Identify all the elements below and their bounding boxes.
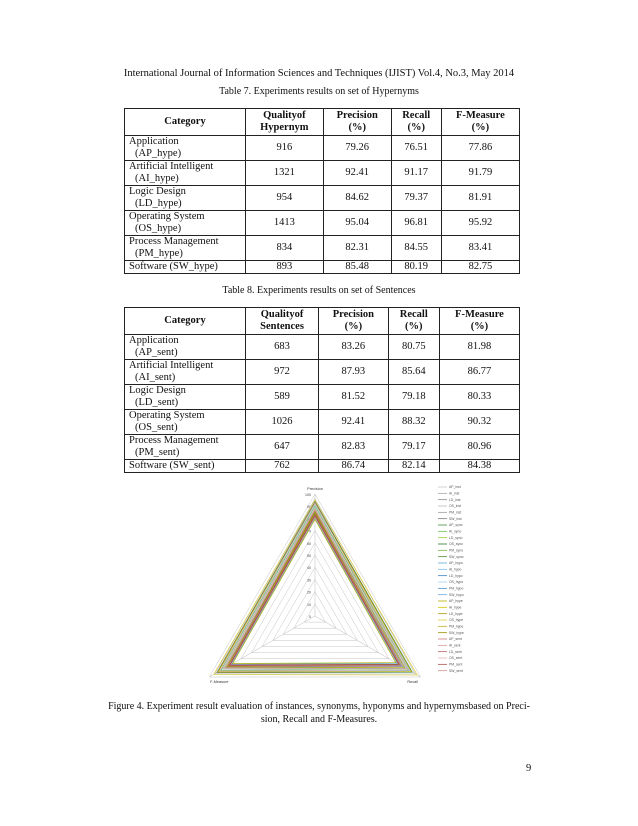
fmeasure-cell: 81.91 [441, 186, 519, 211]
radar-tick-label: 90 [307, 505, 311, 510]
category-name: Artificial Intelligent [129, 161, 214, 172]
table8-header-line2: (%) [344, 321, 363, 332]
category-cell [125, 335, 246, 360]
radar-series-SW_hype [228, 512, 400, 667]
table8-row [125, 360, 520, 385]
table7-header-line1: Category [164, 116, 206, 127]
table8-header [439, 308, 519, 335]
table7-header [125, 109, 246, 136]
legend-label: OS_sent [449, 656, 463, 661]
radar-series-LD_sent [230, 517, 399, 665]
radar-series-LD_hype [228, 513, 398, 666]
table7-row [125, 236, 520, 261]
legend-label: SW_syno [449, 554, 464, 559]
table7-header-line1: Precision [336, 110, 378, 121]
figure-caption-line2: sion, Recall and F-Measures. [260, 714, 378, 725]
legend-label: OS_inst [449, 504, 462, 509]
radar-tick-label: 30 [307, 578, 311, 583]
fmeasure-cell: 77.86 [441, 136, 519, 161]
precision-cell: 87.93 [319, 360, 389, 385]
fmeasure-cell: 91.79 [441, 161, 519, 186]
legend-label: PM_hype [449, 624, 464, 629]
recall-cell: 80.75 [388, 335, 439, 360]
category-code: (LD_sent) [135, 397, 179, 408]
legend-label: AP_hypo [449, 561, 463, 566]
fmeasure-cell: 84.38 [439, 460, 519, 473]
table7-row [125, 211, 520, 236]
legend-label: AP_syno [449, 523, 463, 528]
radar-series-PM_hype [227, 516, 404, 668]
table7-header-line1: Recall [402, 110, 431, 121]
quality-cell: 1321 [246, 161, 324, 186]
radar-series-SW_syno [223, 509, 406, 669]
recall-cell: 79.18 [388, 385, 439, 410]
category-cell [125, 385, 246, 410]
category-cell [125, 435, 246, 460]
radar-tick-label: 40 [307, 566, 311, 571]
table7-caption: Table 7. Experiments results on set of Hypernyms [219, 86, 419, 97]
legend-label: LD_hype [449, 611, 463, 616]
precision-cell: 83.26 [319, 335, 389, 360]
category-cell [125, 236, 246, 261]
quality-cell: 972 [246, 360, 319, 385]
table7-row [125, 136, 520, 161]
category-code: (AI_sent) [135, 372, 176, 383]
legend-label: AP_inst [449, 485, 461, 490]
table8-header-line2: (%) [470, 321, 489, 332]
table8-header-line1: Qualityof [260, 309, 304, 320]
category-name: Artificial Intelligent [129, 360, 214, 371]
category-name: Logic Design [129, 385, 186, 396]
radar-series-AP_sent [228, 514, 400, 666]
fmeasure-cell: 83.41 [441, 236, 519, 261]
table7-header-line2: Hypernym [260, 122, 309, 133]
recall-cell: 88.32 [388, 410, 439, 435]
fmeasure-cell: 80.96 [439, 435, 519, 460]
category-cell [125, 460, 246, 473]
precision-cell: 86.74 [319, 460, 389, 473]
category-code: (AP_sent) [135, 347, 178, 358]
legend-label: AP_sent [449, 637, 462, 642]
recall-cell: 82.14 [388, 460, 439, 473]
precision-cell: 82.83 [319, 435, 389, 460]
quality-cell: 954 [246, 186, 324, 211]
radar-series-AI_sent [223, 509, 405, 669]
table8-row [125, 335, 520, 360]
radar-tick-label: 10 [307, 602, 311, 607]
table8-caption: Table 8. Experiments results on set of Sentences [222, 285, 416, 296]
radar-series-AP_inst [221, 506, 408, 670]
legend-label: AP_hype [449, 599, 463, 604]
table7-header [246, 109, 324, 136]
radar-axis-label: Precision [307, 487, 323, 491]
legend-label: PM_syno [449, 548, 464, 553]
category-code: (PM_hype) [135, 248, 183, 259]
quality-cell: 893 [246, 261, 324, 274]
category-cell [125, 186, 246, 211]
category-code: (AP_hype) [135, 148, 182, 159]
precision-cell: 79.26 [323, 136, 391, 161]
legend-label: LD_inst [449, 497, 461, 502]
table8 [124, 307, 520, 473]
recall-cell: 76.51 [391, 136, 441, 161]
radar-tick-label: 80 [307, 517, 311, 522]
table7-header-line1: F-Measure [455, 110, 505, 121]
category-name: Operating System [129, 410, 205, 421]
table8-header [388, 308, 439, 335]
radar-chart [176, 481, 466, 691]
table8-header [319, 308, 389, 335]
recall-cell: 91.17 [391, 161, 441, 186]
quality-cell: 916 [246, 136, 324, 161]
recall-cell: 96.81 [391, 211, 441, 236]
precision-cell: 92.41 [319, 410, 389, 435]
legend-label: LD_syno [449, 535, 463, 540]
precision-cell: 81.52 [319, 385, 389, 410]
category-name: Operating System [129, 211, 205, 222]
radar-tick-label: 100 [305, 493, 311, 497]
table8-row [125, 435, 520, 460]
radar-tick-label: 0 [309, 615, 311, 619]
precision-cell: 84.62 [323, 186, 391, 211]
legend-label: AI_sent [449, 643, 461, 648]
legend-label: PM_sent [449, 662, 463, 667]
legend-label: SW_hypo [449, 592, 464, 597]
quality-cell: 589 [246, 385, 319, 410]
radar-tick-label: 20 [307, 590, 311, 595]
table7-row [125, 161, 520, 186]
category-name: Process Management [129, 236, 219, 247]
legend-label: SW_inst [449, 516, 462, 521]
table7-header [391, 109, 441, 136]
legend-label: AI_hype [449, 605, 462, 610]
table8-header [125, 308, 246, 335]
fmeasure-cell: 90.32 [439, 410, 519, 435]
legend-label: AI_hypo [449, 567, 462, 572]
category-name: Application [129, 136, 179, 147]
table8-row [125, 460, 520, 473]
legend-label: PM_inst [449, 510, 462, 515]
legend-label: AI_syno [449, 529, 462, 534]
category-code: (OS_hype) [135, 223, 182, 234]
category-code: (PM_sent) [135, 447, 180, 458]
category-name: Process Management [129, 435, 219, 446]
category-cell [125, 360, 246, 385]
figure-caption [104, 700, 534, 726]
precision-cell: 82.31 [323, 236, 391, 261]
radar-series-SW_sent [226, 510, 402, 667]
radar-tick-label: 70 [307, 529, 311, 534]
radar-series-LD_hypo [229, 516, 399, 665]
radar-axis-label: F-Measure [210, 680, 229, 684]
table7-row [125, 186, 520, 211]
table7-header [441, 109, 519, 136]
table8-header-line2: (%) [405, 321, 423, 332]
radar-series-LD_syno [226, 512, 402, 667]
fmeasure-cell: 81.98 [439, 335, 519, 360]
recall-cell: 85.64 [388, 360, 439, 385]
legend-label: OS_hypo [449, 580, 464, 585]
quality-cell: 762 [246, 460, 319, 473]
quality-cell: 1413 [246, 211, 324, 236]
table7-header-line1: Qualityof [263, 110, 306, 121]
table8-row [125, 385, 520, 410]
legend-label: AI_inst [449, 491, 460, 496]
precision-cell: 95.04 [323, 211, 391, 236]
table7-header-line2: (%) [407, 122, 425, 133]
legend-label: OS_hype [449, 618, 464, 623]
category-cell [125, 211, 246, 236]
category-code: (LD_hype) [135, 198, 182, 209]
radar-series-OS_hype [214, 500, 418, 675]
category-cell [125, 410, 246, 435]
recall-cell: 79.37 [391, 186, 441, 211]
fmeasure-cell: 95.92 [441, 211, 519, 236]
table8-header-line1: Recall [399, 309, 428, 320]
table7-header-line2: (%) [348, 122, 366, 133]
fmeasure-cell: 86.77 [439, 360, 519, 385]
legend-label: PM_hypo [449, 586, 464, 591]
recall-cell: 79.17 [388, 435, 439, 460]
figure-caption-line1: Figure 4. Experiment result evaluation of instances, synonyms, hyponyms and hypernymsbased on Preci- [108, 701, 530, 712]
radar-series-SW_hypo [226, 512, 402, 667]
radar-series-AP_syno [227, 514, 401, 667]
precision-cell: 85.48 [323, 261, 391, 274]
quality-cell: 647 [246, 435, 319, 460]
page-number: 9 [526, 763, 532, 774]
recall-cell: 80.19 [391, 261, 441, 274]
legend-label: OS_syno [449, 542, 463, 547]
category-cell [125, 161, 246, 186]
legend-label: LD_hypo [449, 573, 463, 578]
table8-header-line2: Sentences [260, 321, 304, 332]
table7-row [125, 261, 520, 274]
radar-tick-label: 60 [307, 541, 311, 546]
radar-axis-label: Recall [407, 680, 418, 684]
radar-tick-label: 50 [307, 554, 311, 558]
table8-header-line1: Category [164, 315, 206, 326]
table7-header [323, 109, 391, 136]
table8-header [246, 308, 319, 335]
journal-header: International Journal of Information Sciences and Techniques (IJIST) Vol.4, No.3, May 2014 [123, 68, 515, 79]
radar-series-OS_sent [220, 503, 409, 671]
category-name: Software (SW_sent) [129, 460, 215, 471]
table8-row [125, 410, 520, 435]
legend-label: SW_sent [449, 668, 463, 673]
table7 [124, 108, 520, 274]
table8-header-line1: F-Measure [455, 309, 504, 320]
category-name: Software (SW_hype) [129, 261, 218, 272]
category-cell [125, 261, 246, 274]
category-name: Logic Design [129, 186, 186, 197]
legend-label: SW_hype [449, 630, 464, 635]
radar-series-AI_hypo [223, 509, 406, 669]
table8-header-line1: Precision [332, 309, 374, 320]
precision-cell: 92.41 [323, 161, 391, 186]
quality-cell: 1026 [246, 410, 319, 435]
fmeasure-cell: 82.75 [441, 261, 519, 274]
legend-label: LD_sent [449, 649, 462, 654]
quality-cell: 683 [246, 335, 319, 360]
recall-cell: 84.55 [391, 236, 441, 261]
category-code: (OS_sent) [135, 422, 178, 433]
radar-series-PM_sent [229, 515, 398, 665]
radar-series-AI_syno [221, 506, 408, 670]
category-cell [125, 136, 246, 161]
quality-cell: 834 [246, 236, 324, 261]
radar-series-SW_inst [217, 501, 412, 672]
category-name: Application [129, 335, 179, 346]
table7-header-line2: (%) [471, 122, 490, 133]
category-code: (AI_hype) [135, 173, 179, 184]
fmeasure-cell: 80.33 [439, 385, 519, 410]
